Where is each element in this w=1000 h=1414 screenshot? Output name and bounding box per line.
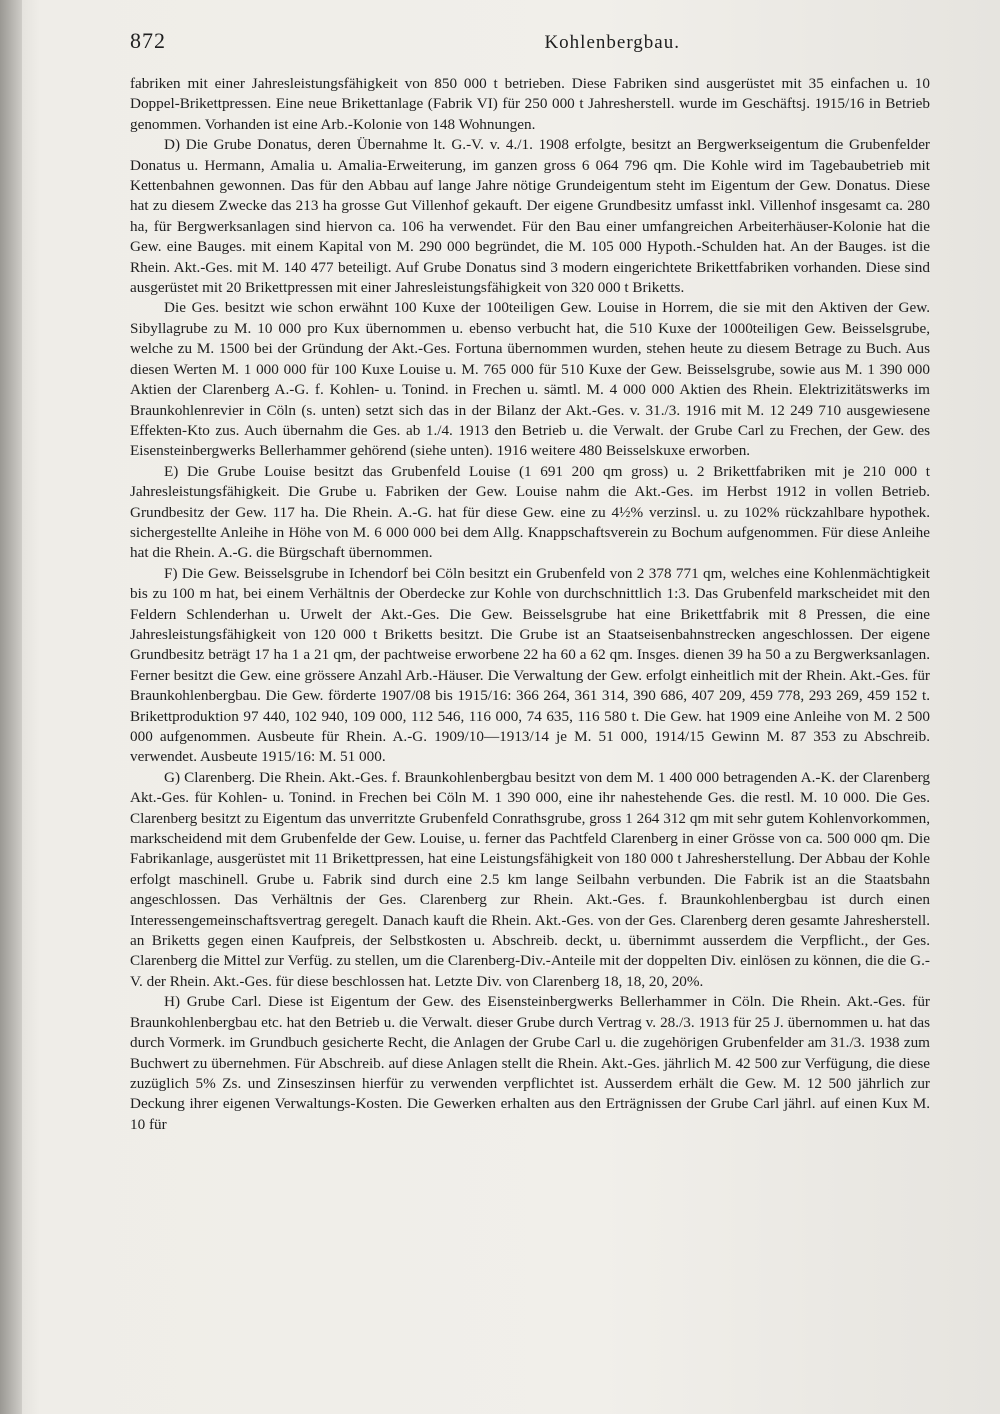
paragraph: G) Clarenberg. Die Rhein. Akt.-Ges. f. Braunkohlenbergbau besitzt von dem M. 1 400 000 betragenden A.-K. der Clarenberg Akt.-Ges. für Kohlen- u. Tonind. in Frechen bei Cöln M. 1 390 000, eine ihr nahestehende Ges. die restl. M. 10 000. Die Ges. Clarenberg besitzt zu Eigentum das unverritzte Grubenfeld Conrathsgrube, gross 1 264 312 qm mit sehr gutem Kohlenvorkommen, markscheidend mit dem Grubenfelde der Gew. Louise, u. ferner das Pachtfeld Clarenberg in einer Grösse von ca. 500 000 qm. Die Fabrikanlage, ausgerüstet mit 11 Brikettpressen, hat eine Leistungsfähigkeit von 180 000 t Jahresherstellung. Der Abbau der Kohle erfolgt maschinell. Grube u. Fabrik sind durch eine 2.5 km lange Seilbahn verbunden. Die Fabrik ist an die Staatsbahn angeschlossen. Das Verhältnis der Ges. Clarenberg zur Rhein. Akt.-Ges. f. Braunkohlenbergbau ist durch einen Interessengemeinschaftsvertrag geregelt. Danach kauft die Rhein. Akt.-Ges. von der Ges. Clarenberg deren gesamte Jahresherstell. an Briketts gegen einen Kaufpreis, der Selbstkosten u. Abschreib. deckt, u. übernimmt ausserdem die Verpflicht., der Ges. Clarenberg die Mittel zur Verfüg. zu stellen, um die Clarenberg-Div.-Anteile mit der doppelten Div. einlösen zu können, die die G.-V. der Rhein. Akt.-Ges. für diese beschlossen hat. Letzte Div. von Clarenberg 18, 18, 20, 20%. <box>130 768 930 990</box>
binding-gutter <box>0 0 22 1414</box>
paragraph: H) Grube Carl. Diese ist Eigentum der Gew. des Eisensteinbergwerks Bellerhammer in Cöln. Die Rhein. Akt.-Ges. für Braunkohlenbergbau etc. hat den Betrieb u. die Verwalt. dieser Grube durch Vertrag v. 28./3. 1913 für 25 J. übernommen u. hat das durch Vormerk. im Grundbuch gesicherte Recht, die Anlagen der Grube Carl u. die zugehörigen Grubenfelder am 31./3. 1938 zum Buchwert zu übernehmen. Für Abschreib. auf diese Anlagen stellt die Rhein. Akt.-Ges. jährlich M. 42 500 zur Verfügung, die diese zuzüglich 5% Zs. und Zinseszinsen hierfür zu verwenden verpflichtet ist. Ausserdem erhält die Gew. M. 12 500 jährlich zur Deckung ihrer eigenen Verwaltungs-Kosten. Die Gewerken erhalten aus den Erträgnissen der Grube Carl jährl. auf einen Kux M. 10 für <box>130 993 930 1133</box>
running-head: Kohlenbergbau. <box>544 32 680 53</box>
paragraph: fabriken mit einer Jahresleistungsfähigkeit von 850 000 t betrieben. Diese Fabriken sind ausgerüstet mit 35 einfachen u. 10 Doppel-Brikettpressen. Eine neue Brikettanlage (Fabrik VI) für 250 000 t Jahresherstell. wurde im Geschäftsj. 1915/16 in Betrieb genommen. Vorhanden ist eine Arb.-Kolonie von 148 Wohnungen. <box>130 75 930 133</box>
paragraph: Die Ges. besitzt wie schon erwähnt 100 Kuxe der 100teiligen Gew. Louise in Horrem, die sie mit den Aktiven der Gew. Sibyllagrube zu M. 10 000 pro Kux übernommen u. ebenso verbucht hat, die 510 Kuxe der 1000teiligen Gew. Beisselsgrube, welche zu M. 1500 bei der Gründung der Akt.-Ges. Fortuna übernommen wurden, stehen heute zu diesem Betrage zu Buch. Aus diesen Werten M. 1 000 000 für 100 Kuxe Louise u. M. 765 000 für 510 Kuxe der Gew. Beisselsgrube, sowie aus M. 1 390 000 Aktien der Clarenberg A.-G. f. Kohlen- u. Tonind. in Frechen u. sämtl. M. 4 000 000 Aktien des Rhein. Elektrizitätswerks im Braunkohlenrevier in Cöln (s. unten) setzt sich das in der Bilanz der Akt.-Ges. v. 31./3. 1916 mit M. 12 249 710 ausgewiesene Effekten-Kto zus. Auch übernahm die Ges. ab 1./4. 1913 den Betrieb u. die Verwalt. der Grube Carl zu Frechen, der Gew. des Eisensteinbergwerks Bellerhammer gehörend (siehe unten). 1916 weitere 480 Beisselskuxe erworben. <box>130 299 930 460</box>
paragraph: F) Die Gew. Beisselsgrube in Ichendorf bei Cöln besitzt ein Grubenfeld von 2 378 771 qm, welches eine Kohlenmächtigkeit bis zu 100 m hat, bei einem Verhältnis der Oberdecke zur Kohle von durchschnittlich 1:3. Das Grubenfeld markscheidet mit den Feldern Schlenderhan u. Urwelt der Akt.-Ges. Die Gew. Beisselsgrube hat eine Brikettfabrik mit 8 Pressen, die eine Jahresleistungsfähigkeit von 120 000 t Briketts besitzt. Die Grube ist an Staatseisenbahnstrecken angeschlossen. Der eigene Grundbesitz beträgt 17 ha 1 a 21 qm, der pachtweise erworbene 22 ha 60 a 62 qm. Insges. dienen 39 ha 50 a zu Bergwerksanlagen. Ferner besitzt die Gew. eine grössere Anzahl Arb.-Häuser. Die Verwaltung der Gew. erfolgt einheitlich mit der Rhein. Akt.-Ges. für Braunkohlenbergbau. Die Gew. förderte 1907/08 bis 1915/16: 366 264, 361 314, 390 686, 407 209, 459 778, 293 269, 459 152 t. Brikettproduktion 97 440, 102 940, 109 000, 112 546, 116 000, 74 635, 116 580 t. Die Gew. hat 1909 eine Anleihe von M. 2 500 000 aufgenommen. Ausbeute für Rhein. A.-G. 1909/10—1913/14 je M. 51 000, 1914/15 Gewinn M. 87 353 zu Abschreib. verwendet. Ausbeute 1915/16: M. 51 000. <box>130 564 930 766</box>
paragraph: D) Die Grube Donatus, deren Übernahme lt. G.-V. v. 4./1. 1908 erfolgte, besitzt an Bergwerkseigentum die Grubenfelder Donatus u. Hermann, Amalia u. Amalia-Erweiterung, im ganzen gross 6 064 796 qm. Die Kohle wird im Tagebaubetrieb mit Kettenbahnen gewonnen. Das für den Abbau auf lange Jahre nötige Grundeigentum steht im Eigentum der Gew. Donatus. Diese hat zu diesem Zwecke das 213 ha grosse Gut Villenhof gekauft. Der eigene Grundbesitz umfasst inkl. Villenhof insgesamt ca. 280 ha, für Bergwerksanlagen sind hiervon ca. 106 ha verwendet. Für den Bau einer umfangreichen Arbeiterhäuser-Kolonie hat die Gew. eine Bauges. mit einem Kapital von M. 290 000 begründet, die M. 105 000 Hypoth.-Schulden hat. An der Bauges. ist die Rhein. Akt.-Ges. mit M. 140 477 beteiligt. Auf Grube Donatus sind 3 modern eingerichtete Brikettfabriken vorhanden. Diese sind ausgerüstet mit 20 Brikettpressen mit einer Jahresleistungsfähigkeit von 320 000 t Briketts. <box>130 136 930 297</box>
paragraph: E) Die Grube Louise besitzt das Grubenfeld Louise (1 691 200 qm gross) u. 2 Brikettfabriken mit je 210 000 t Jahresleistungsfähigkeit. Die Grube u. Fabriken der Gew. Louise nahm die Akt.-Ges. im Herbst 1912 in vollen Betrieb. Grundbesitz der Gew. 117 ha. Die Rhein. A.-G. hat für diese Gew. eine zu 4½% verzinsl. u. zu 102% rückzahlbare hypothek. sichergestellte Anleihe in Höhe von M. 6 000 000 bei dem Allg. Knappschaftsverein zu Bochum aufgenommen. Für diese Anleihe hat die Rhein. A.-G. die Bürgschaft übernommen. <box>130 462 930 562</box>
page-number: 872 <box>130 28 166 53</box>
body-text <box>130 74 930 1135</box>
page-header <box>130 28 930 74</box>
